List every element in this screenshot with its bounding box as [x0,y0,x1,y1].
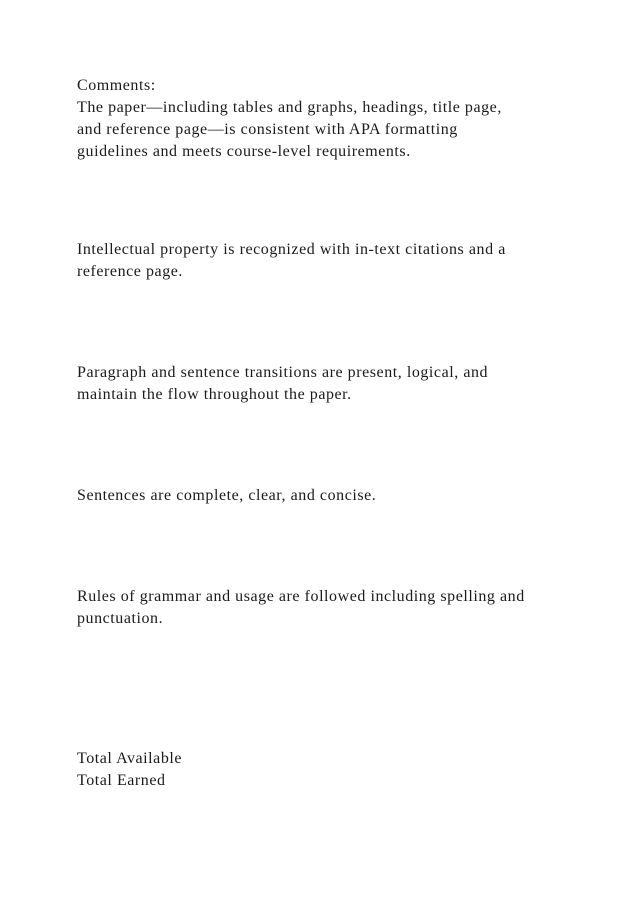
criterion-line: Rules of grammar and usage are followed including spelling and [77,588,525,605]
criterion-line: reference page. [77,263,183,280]
criterion-line: guidelines and meets course-level requirements. [77,143,411,160]
criterion-line: punctuation. [77,610,164,627]
criterion-block-apa [77,75,597,163]
criterion-line: Intellectual property is recognized with in-text citations and a [77,241,506,258]
criterion-block-grammar [77,586,597,630]
criterion-line: Sentences are complete, clear, and concise. [77,487,377,504]
criterion-block-sentences [77,485,597,507]
criterion-line: The paper—including tables and graphs, headings, title page, [77,99,502,116]
total-available-label: Total Available [77,750,183,767]
total-earned-label: Total Earned [77,772,166,789]
criterion-line: and reference page—is consistent with APA formatting [77,121,458,138]
criterion-block-transitions [77,362,597,406]
criterion-block-intellectual-property [77,239,597,283]
comments-label: Comments: [77,77,156,94]
totals-block [77,748,597,792]
criterion-line: maintain the flow throughout the paper. [77,386,352,403]
criterion-line: Paragraph and sentence transitions are present, logical, and [77,364,489,381]
